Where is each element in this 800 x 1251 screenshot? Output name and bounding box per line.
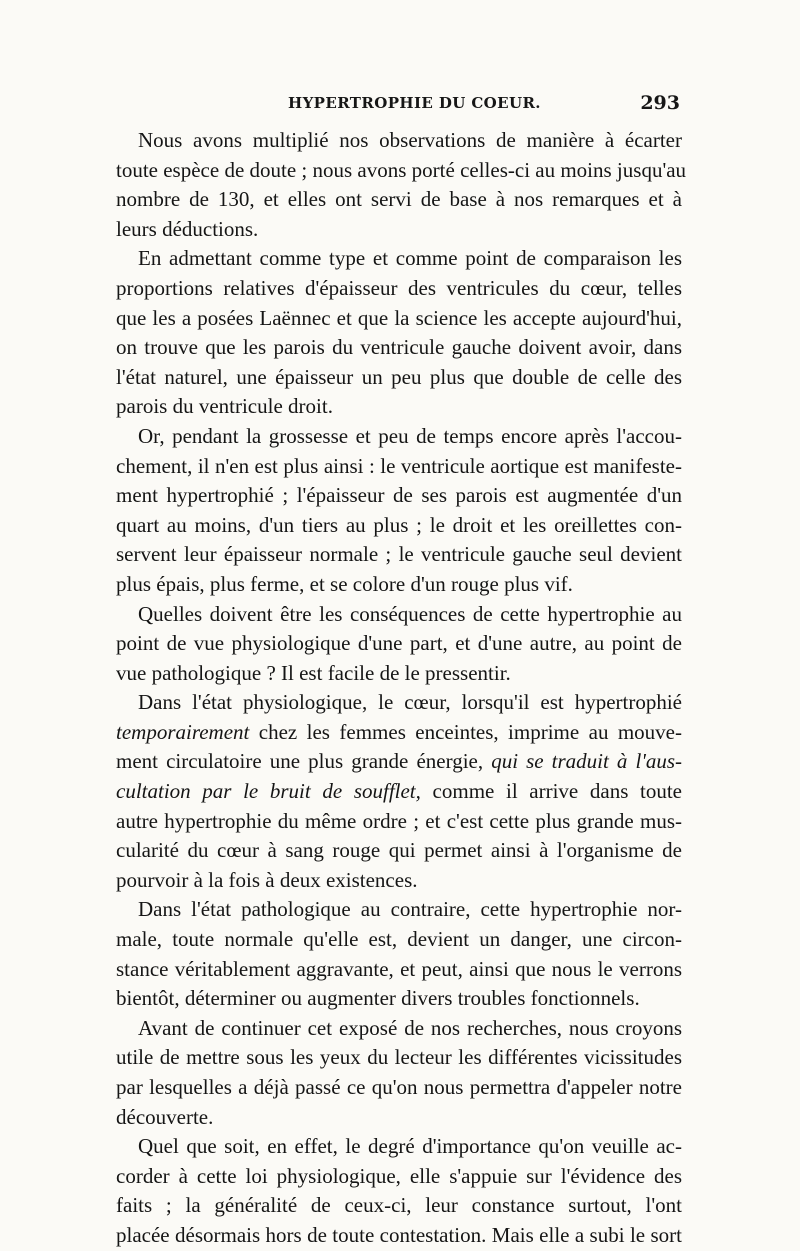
paragraph-6 [116,895,682,1013]
text-line: chement, il n'en est plus ainsi : le ventricule aortique est manifeste- [116,453,682,478]
paragraph-4 [116,600,682,689]
text-segment: chez les femmes enceintes, imprime au mouve- [249,719,682,744]
text-line: Nous avons multiplié nos observations de manière à écarter [138,128,682,152]
text-line: Quel que soit, en effet, le degré d'importance qu'on veuille ac- [138,1134,682,1159]
paragraph-2 [116,244,682,422]
text-line: toute espèce de doute ; nous avons porté celles-ci au moins jusqu'au [116,157,687,182]
paragraph-7 [116,1014,682,1132]
text-line [116,747,682,777]
text-line: cularité du cœur à sang rouge qui permet ainsi à l'organisme de [116,838,682,863]
text-line: parois du ventricule droit. [116,394,333,419]
text-line: Dans l'état physiologique, le cœur, lorsqu'il est hypertrophié [138,690,682,715]
text-line: Quelles doivent être les conséquences de cette hypertrophie au [138,601,682,626]
text-line: utile de mettre sous les yeux du lecteur les différentes vicissitudes [116,1045,682,1070]
text-line: male, toute normale qu'elle est, devient un danger, une circon- [116,927,682,952]
text-line: En admettant comme type et comme point de comparaison les [138,246,682,271]
text-line: proportions relatives d'épaisseur des ventricules du cœur, telles [116,275,682,300]
text-line: pourvoir à la fois à deux existences. [116,867,418,892]
text-line: stance véritablement aggravante, et peut, ainsi que nous le verrons [116,956,682,981]
text-line: vue pathologique ? Il est facile de le pressentir. [116,660,511,685]
paragraph-3 [116,422,682,600]
text-line: nombre de 130, et elles ont servi de base à nos remarques et à [116,187,682,212]
text-line: leurs déductions. [116,216,259,241]
running-header [116,92,682,118]
text-line: plus épais, plus ferme, et se colore d'un rouge plus vif. [116,571,573,596]
emphasis-text: cultation par le bruit de soufflet, [116,779,421,804]
emphasis-text: qui se traduit à l'aus- [491,749,682,774]
text-line: corder à cette loi physiologique, elle s'appuie sur l'évidence des [116,1163,682,1188]
text-line: on trouve que les parois du ventricule gauche doivent avoir, dans [116,335,682,360]
paragraph-1 [116,126,687,244]
text-line: l'état naturel, une épaisseur un peu plus que double de celle des [116,364,682,389]
paragraph-5 [116,688,682,895]
text-line: autre hypertrophie du même ordre ; et c'est cette plus grande mus- [116,808,682,833]
running-title: HYPERTROPHIE DU COEUR. [288,94,541,112]
text-line: Dans l'état pathologique au contraire, cette hypertrophie nor- [138,897,682,922]
text-line [116,777,682,807]
text-line: Avant de continuer cet exposé de nos recherches, nous croyons [138,1015,682,1040]
text-line [116,718,682,748]
text-line: bientôt, déterminer ou augmenter divers troubles fonctionnels. [116,986,640,1011]
text-line: faits ; la généralité de ceux-ci, leur constance surtout, l'ont [116,1193,682,1218]
body-text [116,126,687,1251]
text-line: point de vue physiologique d'une part, et d'une autre, au point de [116,631,682,656]
emphasis-text: temporairement [116,719,250,744]
text-line: que les a posées Laënnec et que la science les accepte aujourd'hui, [116,305,682,330]
text-line: servent leur épaisseur normale ; le ventricule gauche seul devient [116,542,682,567]
text-segment: comme il arrive dans toute [420,779,682,804]
text-segment: ment circulatoire une plus grande énergie, [116,749,492,774]
text-line: quart au moins, d'un tiers au plus ; le droit et les oreillettes con- [116,512,682,537]
text-line: ment hypertrophié ; l'épaisseur de ses parois est augmentée d'un [116,483,682,508]
text-line: par lesquelles a déjà passé ce qu'on nous permettra d'appeler notre [116,1075,682,1099]
paragraph-8 [116,1132,682,1250]
text-line: découverte. [116,1104,214,1129]
page-number: 293 [640,92,680,114]
text-line: placée désormais hors de toute contestation. Mais elle a subi le sort [116,1222,682,1247]
text-line: Or, pendant la grossesse et peu de temps encore après l'accou- [138,423,682,448]
